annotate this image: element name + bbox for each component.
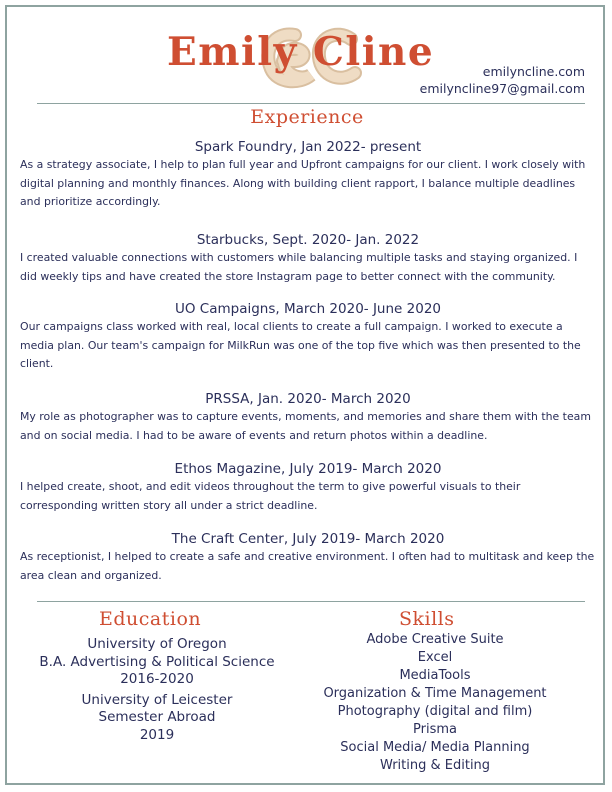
job-title: Spark Foundry, Jan 2022- present [194, 139, 422, 155]
resume-page [5, 5, 605, 785]
years: 2016-2020 [120, 671, 194, 687]
job-title: UO Campaigns, March 2020- June 2020 [175, 301, 441, 317]
job-description: I helped create, shoot, and edit videos throughout the term to give powerful visuals to their corresponding written story all under a strict deadline. [20, 480, 521, 512]
email-link[interactable]: emilyncline97@gmail.com [419, 81, 585, 96]
skill-item: Photography (digital and film) [337, 704, 533, 719]
job-title: Starbucks, Sept. 2020- Jan. 2022 [196, 232, 420, 248]
job-title: The Craft Center, July 2019- March 2020 [171, 531, 445, 547]
skill-item: Prisma [413, 722, 457, 737]
job-entry-craft-center [20, 530, 596, 585]
job-title: Ethos Magazine, July 2019- March 2020 [174, 461, 442, 477]
job-description: As receptionist, I helped to create a safe and creative environment. I often had to multitask and keep the area clean and organized. [20, 550, 595, 582]
website-link[interactable]: emilyncline.com [482, 64, 585, 79]
job-description: I created valuable connections with customers while balancing multiple tasks and staying organized. I did weekly tips and have created the store Instagram page to better connect with the community. [20, 251, 578, 283]
job-entry-ethos-magazine [20, 460, 596, 515]
years: 2019 [139, 726, 175, 743]
skill-item: Excel [417, 650, 453, 665]
job-entry-spark-foundry [20, 138, 596, 212]
school-name: University of Oregon [87, 636, 227, 652]
school-name: University of Leicester [81, 691, 233, 708]
job-description: My role as photographer was to capture events, moments, and memories and share them with the team and on social media. I had to be aware of events and return photos within a deadline. [20, 410, 591, 442]
contact-info [420, 63, 585, 97]
skill-item: MediaTools [399, 668, 471, 683]
job-entry-uo-campaigns [20, 300, 596, 374]
degree: Semester Abroad [98, 709, 216, 725]
skill-item: Social Media/ Media Planning [340, 740, 530, 755]
skill-item: Adobe Creative Suite [366, 632, 504, 647]
job-description: As a strategy associate, I help to plan full year and Upfront campaigns for our client. I work closely with digital planning and monthly finances. Along with building client rapport, I balance multiple deadlines and prioritize accordingly. [20, 158, 586, 208]
job-entry-prssa [20, 390, 596, 445]
skill-item: Organization & Time Management [323, 686, 547, 701]
section-divider [37, 601, 585, 602]
skill-item: Writing & Editing [379, 758, 491, 773]
degree: B.A. Advertising & Political Science [39, 653, 275, 670]
education-heading: Education [99, 608, 202, 630]
candidate-name: Emily Cline [167, 29, 435, 75]
education-list [27, 636, 287, 744]
job-description: Our campaigns class worked with real, local clients to create a full campaign. I worked to execute a media plan. Our team's campaign for MilkRun was one of the top five which was then presented to the client. [20, 320, 581, 370]
header-divider [37, 103, 585, 104]
job-entry-starbucks [20, 231, 596, 286]
skills-heading: Skills [399, 608, 455, 630]
skills-list [307, 631, 563, 775]
job-title: PRSSA, Jan. 2020- March 2020 [205, 391, 411, 407]
experience-heading: Experience [250, 106, 364, 128]
